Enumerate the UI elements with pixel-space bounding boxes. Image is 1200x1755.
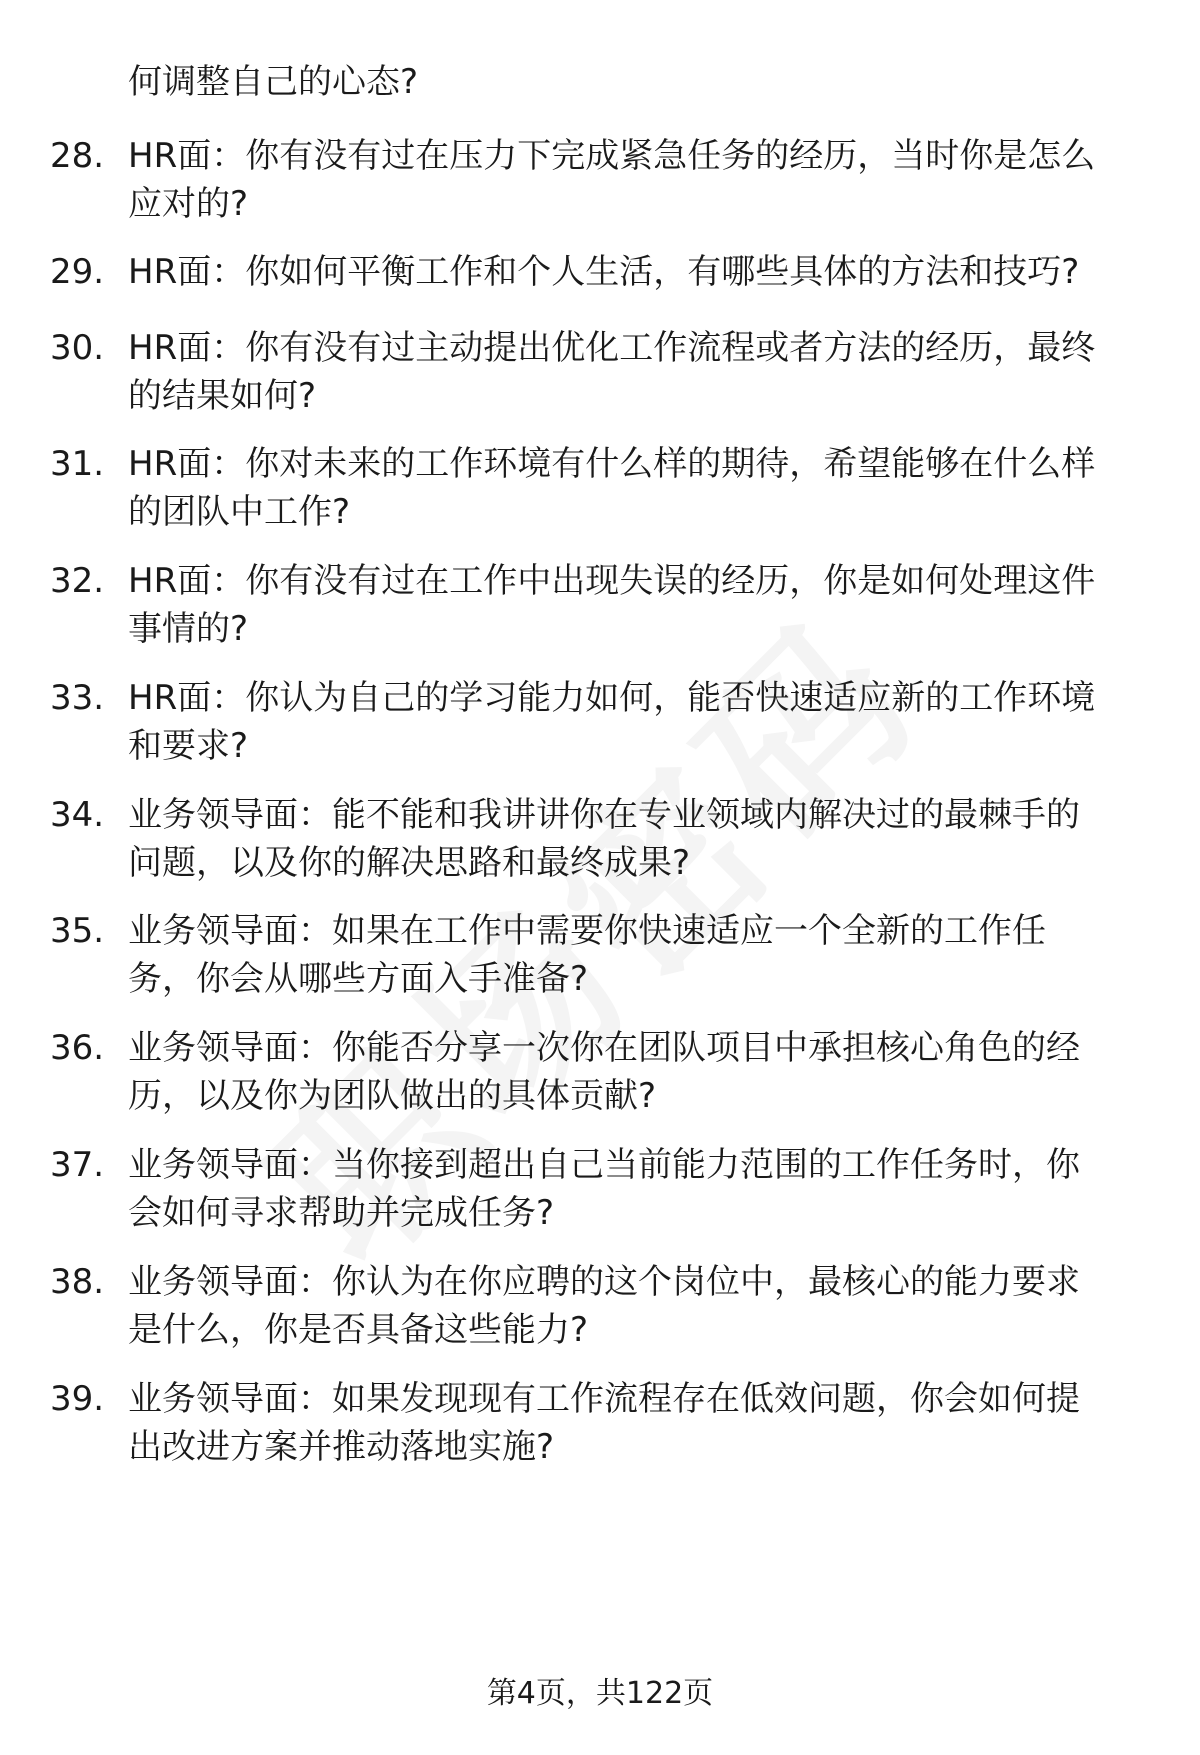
question-number: 36. xyxy=(50,1028,105,1068)
question-number: 33. xyxy=(50,678,105,718)
question-number: 31. xyxy=(50,444,105,484)
question-text xyxy=(128,674,1156,770)
question-text xyxy=(128,791,1156,887)
question-line: 事情的? xyxy=(128,609,249,649)
question-line: 出改进方案并推动落地实施? xyxy=(128,1427,555,1467)
question-line: 业务领导面：当你接到超出自己当前能力范围的工作任务时，你 xyxy=(128,1145,1080,1185)
question-text xyxy=(128,324,1156,420)
question-number: 34. xyxy=(50,795,105,835)
question-text xyxy=(128,1141,1156,1237)
question-line: 应对的? xyxy=(128,184,249,224)
page-footer: 第4页，共122页 xyxy=(486,1676,714,1711)
question-number: 37. xyxy=(50,1145,105,1185)
question-text xyxy=(128,248,1156,296)
question-line: 业务领导面：如果在工作中需要你快速适应一个全新的工作任 xyxy=(128,911,1046,951)
question-line: 的结果如何? xyxy=(128,376,317,416)
question-text xyxy=(128,132,1156,228)
question-text xyxy=(128,1024,1156,1120)
question-line: 问题，以及你的解决思路和最终成果? xyxy=(128,843,691,883)
question-line: 业务领导面：如果发现现有工作流程存在低效问题，你会如何提 xyxy=(128,1379,1080,1419)
question-number: 29. xyxy=(50,252,105,292)
question-text xyxy=(128,1375,1156,1471)
question-line: HR面：你有没有过在压力下完成紧急任务的经历，当时你是怎么 xyxy=(128,136,1096,176)
question-number: 32. xyxy=(50,561,105,601)
question-line: 务，你会从哪些方面入手准备? xyxy=(128,959,589,999)
question-line: HR面：你对未来的工作环境有什么样的期待，希望能够在什么样 xyxy=(128,444,1096,484)
question-line: 和要求? xyxy=(128,726,249,766)
question-line: 历，以及你为团队做出的具体贡献? xyxy=(128,1076,657,1116)
question-text xyxy=(128,907,1156,1003)
question-number: 35. xyxy=(50,911,105,951)
question-line: 是什么，你是否具备这些能力? xyxy=(128,1310,589,1350)
question-line: HR面：你如何平衡工作和个人生活，有哪些具体的方法和技巧? xyxy=(128,252,1080,292)
question-line: 业务领导面：你认为在你应聘的这个岗位中，最核心的能力要求 xyxy=(128,1262,1080,1302)
question-line: 业务领导面：你能否分享一次你在团队项目中承担核心角色的经 xyxy=(128,1028,1080,1068)
question-number: 39. xyxy=(50,1379,105,1419)
question-line: HR面：你有没有过主动提出优化工作流程或者方法的经历，最终 xyxy=(128,328,1096,368)
question-line: 会如何寻求帮助并完成任务? xyxy=(128,1193,555,1233)
continuation-line: 何调整自己的心态? xyxy=(128,62,419,102)
question-number: 30. xyxy=(50,328,105,368)
question-text xyxy=(128,440,1156,536)
question-text xyxy=(128,557,1156,653)
question-number: 38. xyxy=(50,1262,105,1302)
question-line: HR面：你认为自己的学习能力如何，能否快速适应新的工作环境 xyxy=(128,678,1096,718)
question-line: 业务领导面：能不能和我讲讲你在专业领域内解决过的最棘手的 xyxy=(128,795,1080,835)
question-number: 28. xyxy=(50,136,105,176)
question-line: 的团队中工作? xyxy=(128,492,351,532)
question-text xyxy=(128,1258,1156,1354)
question-line: HR面：你有没有过在工作中出现失误的经历，你是如何处理这件 xyxy=(128,561,1096,601)
